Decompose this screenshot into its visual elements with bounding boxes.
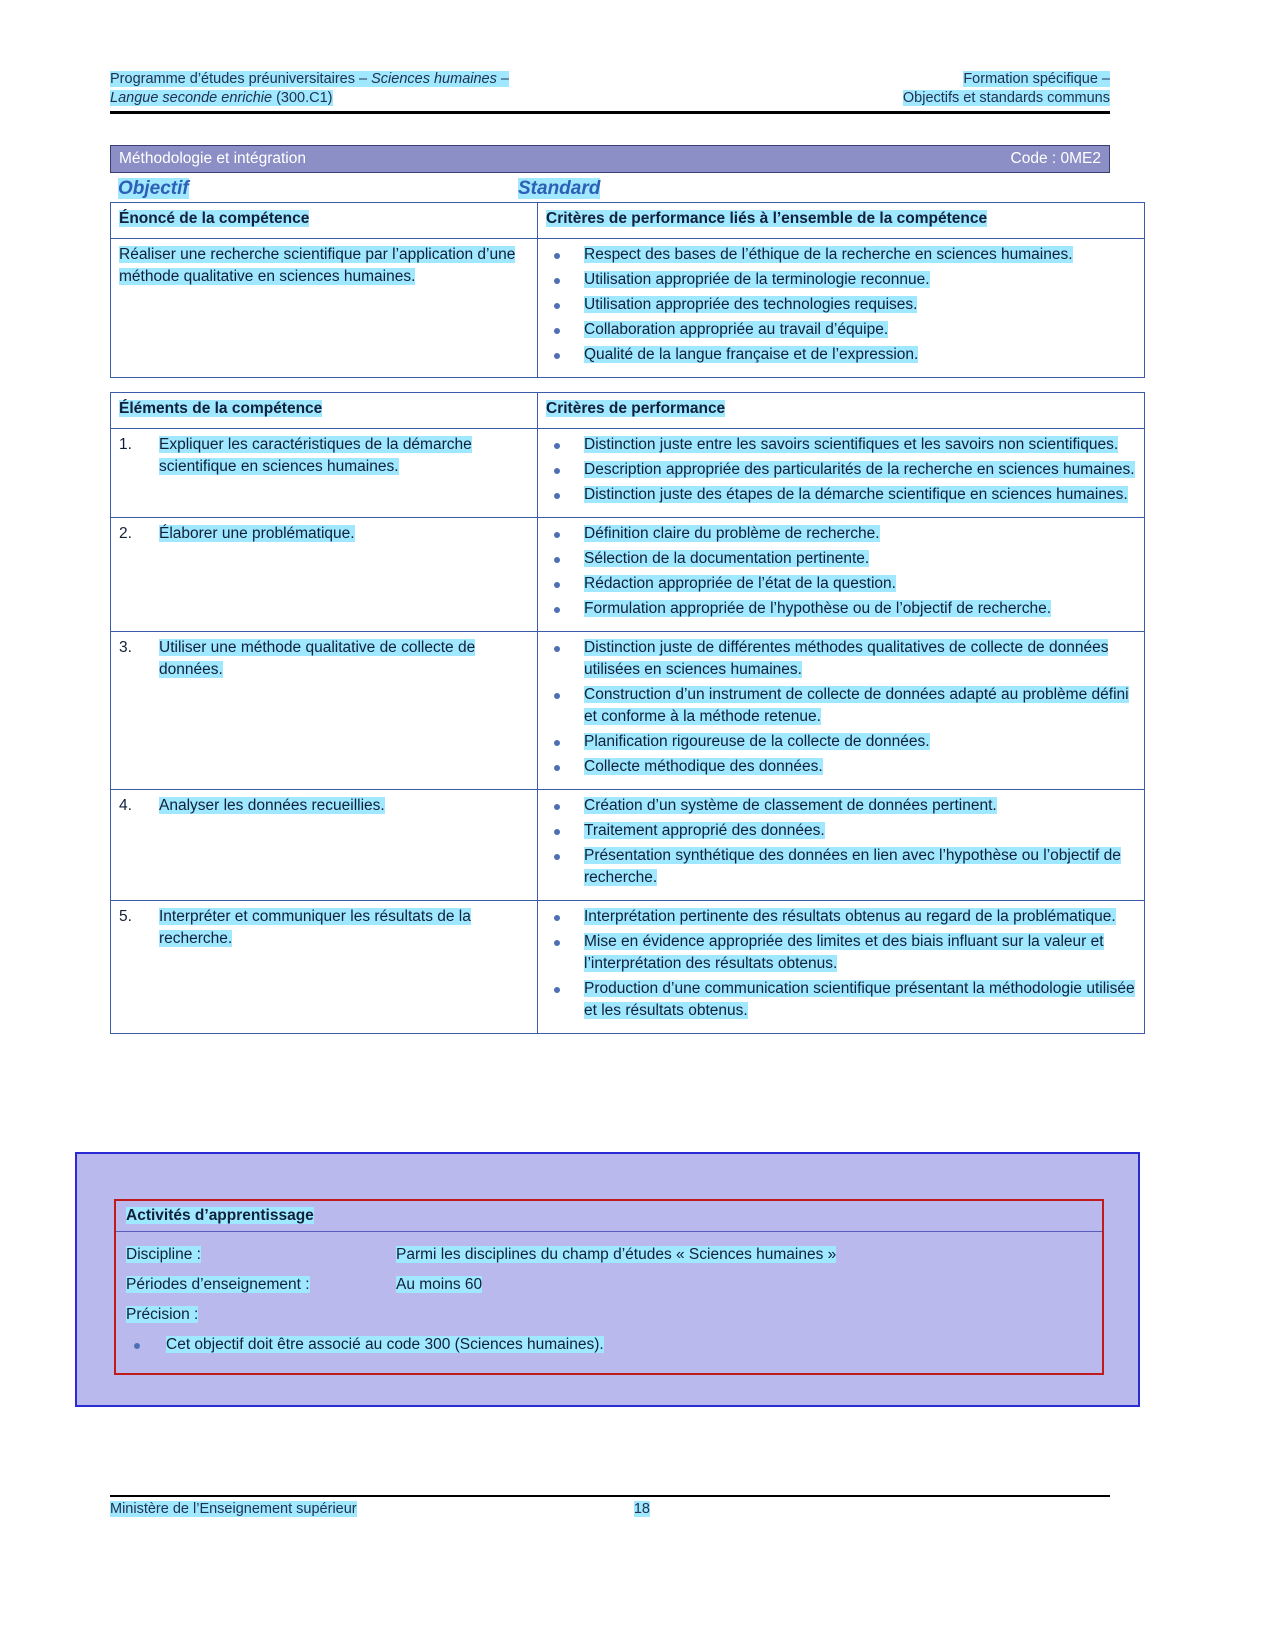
footer-content	[110, 1501, 1110, 1517]
learning-activities-highlight	[75, 1152, 1140, 1407]
criterion-text: Distinction juste de différentes méthodes qualitatives de collecte de données utilisées en sciences humaines.	[584, 639, 1109, 678]
column-title-standard-text: Standard	[518, 178, 601, 199]
discipline-row	[126, 1240, 1092, 1270]
criterion-text: Création d’un système de classement de données pertinent.	[584, 797, 997, 814]
bullet-icon	[134, 1343, 140, 1349]
learning-activities-title	[116, 1201, 1102, 1232]
section-code: Code : 0ME2	[1010, 150, 1101, 167]
bullet-icon	[554, 303, 560, 309]
competence-table	[110, 202, 1145, 378]
competence-content-row	[111, 239, 1145, 378]
criteria-list	[546, 637, 1136, 778]
list-item	[119, 906, 529, 950]
list-item	[546, 820, 1136, 842]
list-item	[546, 598, 1136, 620]
bullet-icon	[554, 693, 560, 699]
competence-criteria-cell	[538, 239, 1145, 378]
element-cell	[111, 429, 538, 518]
bullet-icon	[554, 532, 560, 538]
list-item	[546, 319, 1136, 341]
criterion-text: Sélection de la documentation pertinente.	[584, 550, 870, 567]
precision-value	[396, 1300, 1092, 1330]
footer-divider	[110, 1495, 1110, 1497]
periods-label	[126, 1270, 396, 1300]
bullet-icon	[554, 829, 560, 835]
criterion-text: Définition claire du problème de recherche.	[584, 525, 880, 542]
list-item	[119, 434, 529, 478]
bullet-icon	[554, 940, 560, 946]
criterion-text: Description appropriée des particularités de la recherche en sciences humaines.	[584, 461, 1135, 478]
list-item	[546, 756, 1136, 778]
discipline-label-text: Discipline :	[126, 1246, 201, 1263]
header-left-line-2	[110, 89, 333, 108]
table-row	[111, 518, 1145, 632]
discipline-value	[396, 1240, 1092, 1270]
header-divider	[110, 111, 1110, 114]
elements-header-right-text: Critères de performance	[546, 400, 726, 417]
list-item	[546, 845, 1136, 889]
footer-page-number	[570, 1501, 650, 1517]
competence-header-row	[111, 203, 1145, 239]
list-item	[546, 523, 1136, 545]
element-text: Expliquer les caractéristiques de la démarche scientifique en sciences humaines.	[159, 436, 472, 475]
page-header	[110, 70, 1110, 114]
bullet-icon	[554, 557, 560, 563]
bullet-icon	[554, 854, 560, 860]
list-item	[546, 573, 1136, 595]
bullet-icon	[554, 278, 560, 284]
list-item	[546, 484, 1136, 506]
criterion-text: Production d’une communication scientifique présentant la méthodologie utilisée et les résultats obtenus.	[584, 980, 1135, 1019]
header-right-line-1	[963, 70, 1110, 89]
list-item	[546, 548, 1136, 570]
list-item	[546, 269, 1136, 291]
list-item	[546, 244, 1136, 266]
criterion-text: Formulation appropriée de l’hypothèse ou de l’objectif de recherche.	[584, 600, 1052, 617]
elements-header-right	[538, 393, 1145, 429]
competence-header-left-text: Énoncé de la compétence	[119, 210, 310, 227]
elements-header-row	[111, 393, 1145, 429]
element-number: 4.	[119, 797, 132, 814]
competence-header-right	[538, 203, 1145, 239]
precision-item-text: Cet objectif doit être associé au code 300 (Sciences humaines).	[166, 1336, 604, 1353]
bullet-icon	[554, 493, 560, 499]
bullet-icon	[554, 607, 560, 613]
discipline-value-text: Parmi les disciplines du champ d’études « Sciences humaines »	[396, 1246, 837, 1263]
learning-activities-title-text: Activités d’apprentissage	[126, 1207, 314, 1224]
element-text: Élaborer une problématique.	[159, 525, 355, 542]
periods-value	[396, 1270, 1092, 1300]
criterion-text: Construction d’un instrument de collecte de données adapté au problème défini et conforme à la méthode retenue.	[584, 686, 1129, 725]
competence-statement-text: Réaliser une recherche scientifique par l’application d’une méthode qualitative en sciences humaines.	[119, 246, 516, 285]
criterion-text: Planification rigoureuse de la collecte de données.	[584, 733, 930, 750]
competence-header-right-text: Critères de performance liés à l’ensemble de la compétence	[546, 210, 988, 227]
elements-header-left	[111, 393, 538, 429]
criterion-text: Collecte méthodique des données.	[584, 758, 823, 775]
competence-header-left	[111, 203, 538, 239]
element-number: 2.	[119, 525, 132, 542]
precision-label	[126, 1300, 396, 1330]
criterion-text: Rédaction appropriée de l’état de la question.	[584, 575, 896, 592]
list-item	[126, 1330, 1092, 1360]
periods-value-text: Au moins 60	[396, 1276, 483, 1293]
objective-sheet	[110, 145, 1135, 1034]
footer-ministry-text: Ministère de l’Enseignement supérieur	[110, 1501, 357, 1517]
bullet-icon	[554, 253, 560, 259]
precision-list	[126, 1330, 1092, 1360]
header-left-line1-plain: Programme d’études préuniversitaires –	[110, 71, 372, 87]
footer-page-number-text: 18	[633, 1501, 650, 1517]
bullet-icon	[554, 582, 560, 588]
element-cell	[111, 790, 538, 901]
bullet-icon	[554, 353, 560, 359]
criterion-text: Interprétation pertinente des résultats obtenus au regard de la problématique.	[584, 908, 1116, 925]
criteria-list	[546, 434, 1136, 506]
section-title: Méthodologie et intégration	[119, 150, 306, 167]
header-right-line2-text: Objectifs et standards communs	[902, 90, 1110, 106]
competence-criteria-list	[546, 244, 1136, 366]
bullet-icon	[554, 646, 560, 652]
element-numbered	[119, 795, 529, 817]
criterion-text: Mise en évidence appropriée des limites et des biais influant sur la valeur et l’interprétation des résultats obtenus.	[584, 933, 1104, 972]
element-text: Interpréter et communiquer les résultats de la recherche.	[159, 908, 471, 947]
elements-table	[110, 392, 1145, 1034]
element-text: Analyser les données recueillies.	[159, 797, 385, 814]
list-item	[119, 637, 529, 681]
page-footer	[110, 1495, 1110, 1517]
criterion-text: Traitement approprié des données.	[584, 822, 825, 839]
precision-label-text: Précision :	[126, 1306, 199, 1323]
criterion-text: Distinction juste des étapes de la démarche scientifique en sciences humaines.	[584, 486, 1128, 503]
criteria-cell	[538, 790, 1145, 901]
header-left-line2-plain: (300.C1)	[272, 90, 333, 106]
header-left-line-1	[110, 70, 509, 89]
list-item	[546, 731, 1136, 753]
element-number: 3.	[119, 639, 132, 656]
header-line-1	[110, 70, 1110, 89]
list-item	[546, 931, 1136, 975]
element-numbered	[119, 523, 529, 545]
list-item	[546, 434, 1136, 456]
column-title-objectif-text: Objectif	[118, 178, 189, 199]
list-item	[546, 294, 1136, 316]
element-cell	[111, 518, 538, 632]
learning-activities-body	[116, 1232, 1102, 1373]
list-item	[546, 684, 1136, 728]
bullet-icon	[554, 443, 560, 449]
list-item	[119, 523, 529, 545]
element-number: 1.	[119, 436, 132, 453]
list-item	[546, 459, 1136, 481]
criteria-list	[546, 906, 1136, 1022]
learning-activities-box	[114, 1199, 1104, 1375]
criterion-text: Utilisation appropriée des technologies requises.	[584, 296, 918, 313]
table-row	[111, 429, 1145, 518]
criteria-cell	[538, 429, 1145, 518]
criteria-list	[546, 523, 1136, 620]
competence-statement-cell	[111, 239, 538, 378]
elements-header-left-text: Éléments de la compétence	[119, 400, 323, 417]
list-item	[546, 978, 1136, 1022]
bullet-icon	[554, 328, 560, 334]
element-number: 5.	[119, 908, 132, 925]
header-right-line1-text: Formation spécifique –	[963, 71, 1110, 87]
column-title-objectif	[118, 178, 518, 200]
list-item	[119, 795, 529, 817]
bullet-icon	[554, 765, 560, 771]
bullet-icon	[554, 468, 560, 474]
criteria-cell	[538, 632, 1145, 790]
list-item	[546, 906, 1136, 928]
element-numbered	[119, 906, 529, 950]
criterion-text: Collaboration appropriée au travail d’équipe.	[584, 321, 889, 338]
criteria-cell	[538, 518, 1145, 632]
table-row	[111, 790, 1145, 901]
table-spacer	[110, 378, 1110, 392]
element-text: Utiliser une méthode qualitative de collecte de données.	[159, 639, 476, 678]
table-row	[111, 901, 1145, 1034]
discipline-label	[126, 1240, 396, 1270]
element-cell	[111, 901, 538, 1034]
table-row	[111, 632, 1145, 790]
header-line-2	[110, 89, 1110, 108]
bullet-icon	[554, 915, 560, 921]
criterion-text: Distinction juste entre les savoirs scientifiques et les savoirs non scientifiques.	[584, 436, 1119, 453]
criterion-text: Qualité de la langue française et de l’expression.	[584, 346, 919, 363]
criterion-text: Utilisation appropriée de la terminologie reconnue.	[584, 271, 930, 288]
section-banner	[110, 145, 1110, 173]
list-item	[546, 795, 1136, 817]
bullet-icon	[554, 740, 560, 746]
bullet-icon	[554, 987, 560, 993]
bullet-icon	[554, 804, 560, 810]
footer-ministry	[110, 1501, 570, 1517]
list-item	[546, 344, 1136, 366]
column-title-standard	[518, 178, 1102, 200]
criterion-text: Respect des bases de l’éthique de la recherche en sciences humaines.	[584, 246, 1073, 263]
criteria-list	[546, 795, 1136, 889]
header-left-line2-italic: Langue seconde enrichie	[110, 90, 273, 106]
header-left-line1-italic: Sciences humaines –	[371, 71, 509, 87]
element-cell	[111, 632, 538, 790]
periods-label-text: Périodes d’enseignement :	[126, 1276, 310, 1293]
precision-row	[126, 1300, 1092, 1330]
criteria-cell	[538, 901, 1145, 1034]
element-numbered	[119, 637, 529, 681]
column-titles	[110, 173, 1110, 202]
list-item	[546, 637, 1136, 681]
criterion-text: Présentation synthétique des données en lien avec l’hypothèse ou l’objectif de recherche.	[584, 847, 1121, 886]
element-numbered	[119, 434, 529, 478]
header-right-line-2	[903, 89, 1110, 108]
periods-row	[126, 1270, 1092, 1300]
